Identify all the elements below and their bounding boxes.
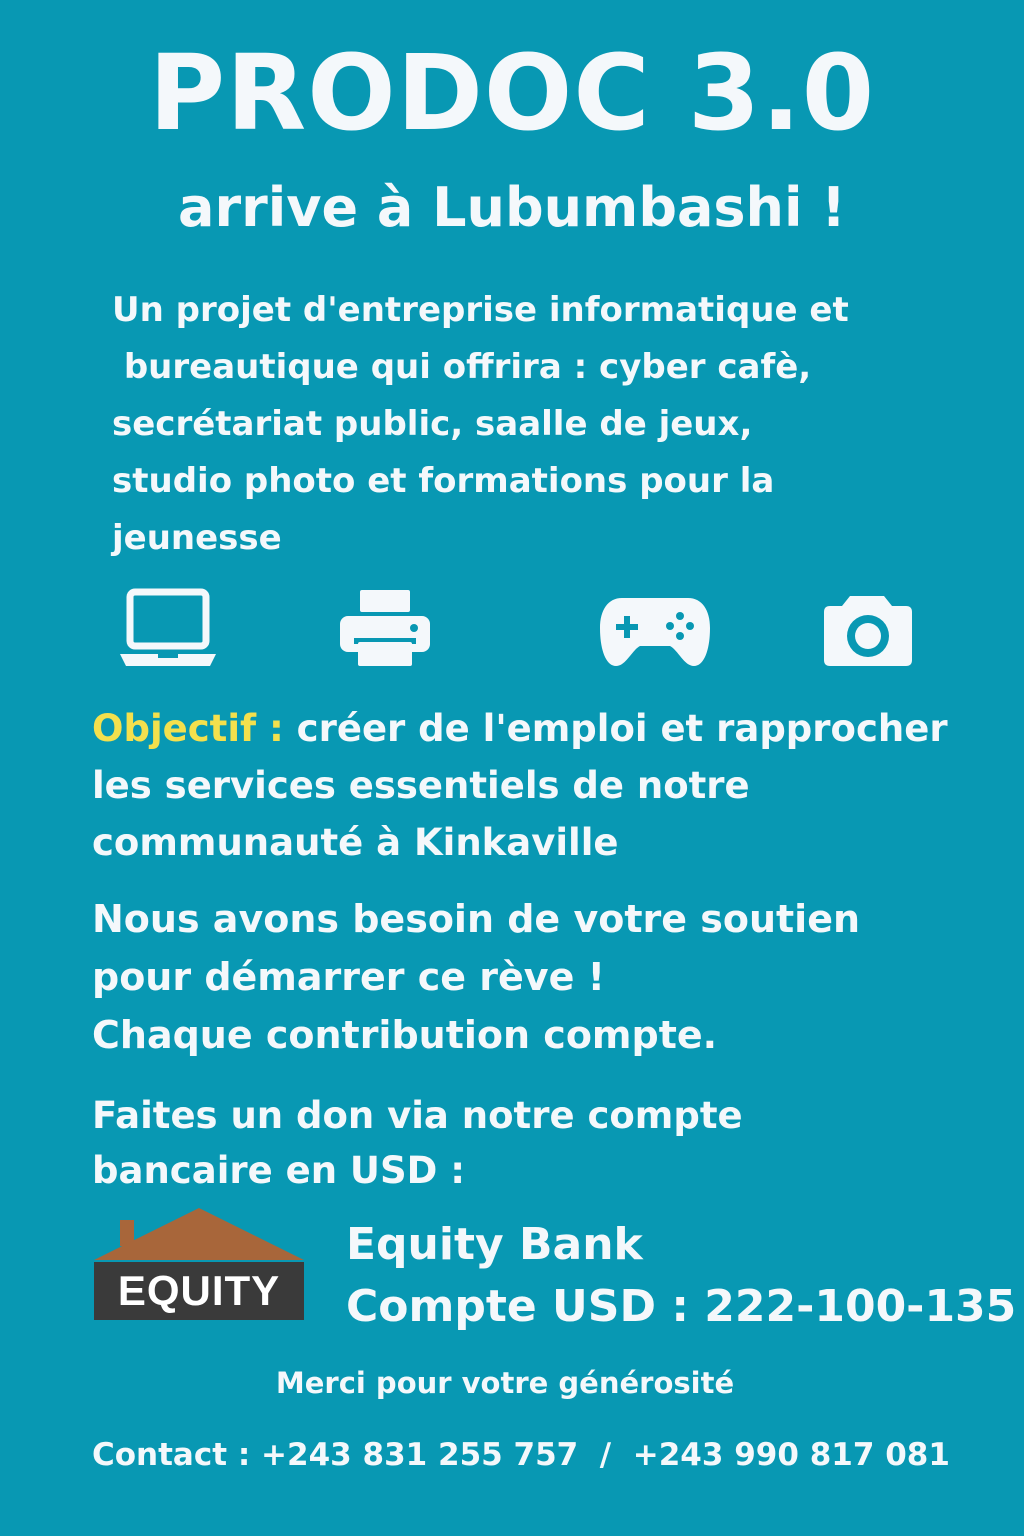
poster-title: PRODOC 3.0 [148,32,876,154]
objective-line: les services essentiels de notre [92,764,750,807]
description-line: bureautique qui offrira : cyber cafè, [112,347,812,387]
donation-line: Faites un don via notre compte [92,1094,743,1137]
description-line: jeunesse [112,518,282,558]
project-description [112,282,932,567]
description-line: studio photo et formations pour la [112,461,775,501]
donation-line: bancaire en USD : [92,1149,465,1192]
objective-line: communauté à Kinkaville [92,821,619,864]
donation-instructions [92,1088,992,1198]
equity-logo [92,1206,306,1318]
thanks-message: Merci pour votre générosité [275,1366,735,1400]
printer-icon [338,588,432,668]
laptop-icon [118,588,218,670]
bank-account: Compte USD : 222-100-135 [346,1281,1017,1332]
appeal-line: Chaque contribution compte. [92,1013,718,1057]
appeal-line: pour démarrer ce rève ! [92,955,605,999]
objective-text: créer de l'emploi et rapprocher [283,707,948,750]
objective-line [92,700,992,757]
description-line: secrétariat public, saalle de jeux, [112,404,753,444]
objective-label: Objectif : [92,707,284,750]
objective-block [92,700,992,871]
camera-icon [822,592,914,668]
house-roof-icon [92,1206,306,1266]
appeal-line: Nous avons besoin de votre soutien [92,897,861,941]
description-line: Un projet d'entreprise informatique et [112,290,849,330]
equity-logo-text: EQUITY [94,1262,304,1320]
bank-name: Equity Bank [346,1219,643,1270]
poster-subtitle: arrive à Lubumbashi ! [178,176,846,239]
support-appeal [92,890,992,1064]
gamepad-icon [598,594,712,668]
bank-details [346,1214,1017,1338]
contact-info: Contact : +243 831 255 757 / +243 990 817 081 [92,1437,950,1473]
